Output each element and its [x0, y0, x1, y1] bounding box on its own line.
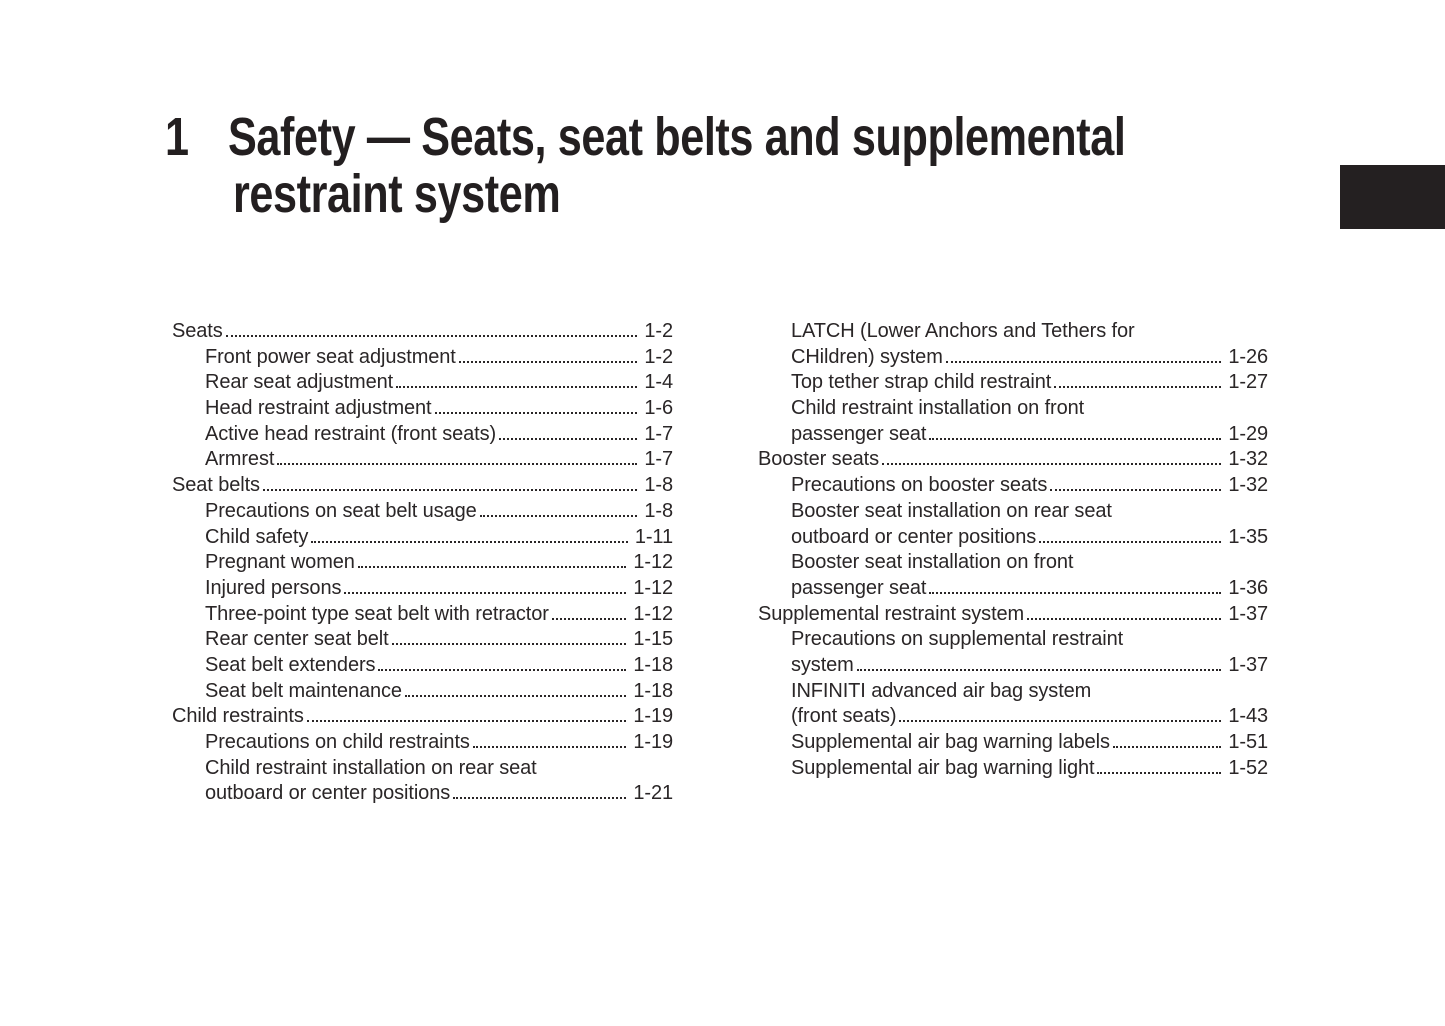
toc-dot-leader	[1097, 772, 1221, 774]
toc-entry	[172, 525, 673, 551]
toc-entry-page: 1-12	[633, 602, 673, 625]
toc-dot-leader	[929, 592, 1221, 594]
toc-entry-label: Child safety	[205, 525, 309, 548]
toc-entry-label: Front power seat adjustment	[205, 345, 456, 368]
toc-entry-label: passenger seat	[791, 422, 927, 445]
toc-entry	[758, 627, 1268, 653]
page-title-line-2: restraint system	[233, 164, 561, 224]
toc-entry-label: INFINITI advanced air bag system	[791, 679, 1092, 702]
toc-entry	[172, 319, 673, 345]
toc-dot-leader	[882, 463, 1221, 465]
toc-entry-label: Seat belt maintenance	[205, 679, 402, 702]
toc-dot-leader	[473, 746, 627, 748]
toc-entry-page: 1-27	[1228, 371, 1268, 394]
toc-entry	[172, 679, 673, 705]
toc-entry	[758, 319, 1268, 345]
toc-entry-page: 1-32	[1228, 474, 1268, 497]
toc-column-left	[172, 319, 673, 807]
toc-entry-label: Active head restraint (front seats)	[205, 422, 497, 445]
toc-entry	[172, 576, 673, 602]
toc-dot-leader	[453, 797, 626, 799]
toc-entry-page: 1-2	[644, 345, 673, 368]
toc-dot-leader	[1113, 746, 1221, 748]
toc-entry	[758, 679, 1268, 705]
toc-dot-leader	[405, 695, 626, 697]
toc-entry-label: system	[791, 653, 854, 676]
toc-dot-leader	[344, 592, 626, 594]
toc-entry-page: 1-19	[633, 731, 673, 753]
toc-entry	[758, 370, 1268, 396]
toc-entry-page: 1-18	[633, 653, 673, 676]
toc-dot-leader	[226, 335, 638, 337]
toc-dot-leader	[899, 720, 1221, 722]
toc-entry-label: Seat belts	[172, 474, 260, 497]
toc-entry	[172, 370, 673, 396]
toc-entry-page: 1-2	[644, 320, 673, 342]
toc-entry-page: 1-11	[634, 525, 673, 548]
toc-entry-page: 1-29	[1228, 422, 1268, 445]
toc-entry-label: passenger seat	[791, 576, 927, 599]
toc-dot-leader	[552, 618, 627, 620]
toc-entry-label: Seat belt extenders	[205, 653, 376, 676]
toc-dot-leader	[480, 515, 638, 517]
toc-dot-leader	[277, 463, 637, 465]
toc-entry	[172, 396, 673, 422]
toc-entry-label: Seats	[172, 320, 223, 342]
toc-entry-label: Head restraint adjustment	[205, 397, 432, 420]
toc-dot-leader	[857, 669, 1222, 671]
toc-entry-page: 1-35	[1228, 525, 1268, 548]
toc-entry-label: outboard or center positions	[205, 782, 451, 805]
toc-entry-page: 1-8	[644, 499, 673, 522]
toc-entry-label: Rear seat adjustment	[205, 371, 394, 394]
toc-entry-page: 1-36	[1228, 576, 1268, 599]
toc-entry	[758, 704, 1268, 730]
toc-entry-page: 1-32	[1228, 448, 1268, 471]
toc-entry-label: Supplemental air bag warning light	[791, 756, 1095, 779]
toc-dot-leader	[1027, 618, 1221, 620]
toc-dot-leader	[307, 720, 627, 722]
chapter-number: 1	[165, 107, 190, 167]
toc-entry	[758, 473, 1268, 499]
toc-entry	[758, 756, 1268, 782]
toc-entry	[758, 525, 1268, 551]
toc-dot-leader	[263, 489, 637, 491]
toc-dot-leader	[311, 541, 628, 543]
toc-dot-leader	[358, 566, 627, 568]
toc-entry-page: 1-6	[644, 397, 673, 420]
toc-entry-page: 1-12	[633, 551, 673, 574]
toc-dot-leader	[378, 669, 626, 671]
toc-entry-page: 1-52	[1228, 756, 1268, 779]
toc-entry	[758, 499, 1268, 525]
toc-entry-label: LATCH (Lower Anchors and Tethers for	[791, 320, 1135, 342]
toc-entry-label: Three-point type seat belt with retractor	[205, 602, 549, 625]
toc-entry-label: Child restraints	[172, 705, 304, 728]
toc-dot-leader	[459, 361, 638, 363]
toc-entry-page: 1-37	[1228, 653, 1268, 676]
toc-entry-label: Rear center seat belt	[205, 628, 389, 651]
toc-entry	[172, 602, 673, 628]
toc-entry-page: 1-21	[633, 782, 673, 805]
toc-entry-label: Precautions on seat belt usage	[205, 499, 477, 522]
toc-entry	[172, 704, 673, 730]
toc-entry-page: 1-43	[1228, 705, 1268, 728]
toc-entry	[758, 422, 1268, 448]
toc-entry-label: (front seats)	[791, 705, 897, 728]
toc-entry-label: Child restraint installation on front	[791, 397, 1085, 420]
toc-entry-label: Injured persons	[205, 576, 342, 599]
toc-entry-page: 1-19	[633, 705, 673, 728]
toc-entry-label: Precautions on child restraints	[205, 731, 470, 753]
toc-entry-label: Pregnant women	[205, 551, 355, 574]
toc-entry	[172, 730, 673, 756]
toc-entry-page: 1-15	[633, 628, 673, 651]
toc-entry	[172, 550, 673, 576]
toc-entry	[172, 422, 673, 448]
toc-entry-label: Supplemental restraint system	[758, 602, 1025, 625]
toc-entry-page: 1-7	[644, 422, 673, 445]
toc-entry	[172, 345, 673, 371]
toc-dot-leader	[396, 386, 637, 388]
toc-entry-page: 1-51	[1228, 731, 1268, 753]
toc-dot-leader	[946, 361, 1222, 363]
toc-entry-label: Precautions on booster seats	[791, 474, 1048, 497]
toc-entry	[172, 756, 673, 782]
toc-entry-label: Top tether strap child restraint	[791, 371, 1052, 394]
chapter-tab-marker	[1340, 165, 1445, 229]
toc-entry	[758, 730, 1268, 756]
toc-entry-label: Supplemental air bag warning labels	[791, 731, 1110, 753]
page-title-line-1: Safety — Seats, seat belts and supplemental	[228, 107, 1126, 167]
toc-dot-leader	[499, 438, 637, 440]
toc-entry	[172, 781, 673, 807]
toc-entry	[758, 576, 1268, 602]
toc-entry	[172, 447, 673, 473]
toc-entry	[172, 473, 673, 499]
toc-entry	[758, 345, 1268, 371]
toc-entry	[758, 550, 1268, 576]
toc-entry	[172, 627, 673, 653]
toc-entry-label: Child restraint installation on rear seat	[205, 756, 537, 779]
toc-entry-page: 1-26	[1228, 345, 1268, 368]
toc-dot-leader	[435, 412, 638, 414]
toc-dot-leader	[1054, 386, 1221, 388]
toc-entry-page: 1-7	[644, 448, 673, 471]
toc-entry	[758, 396, 1268, 422]
toc-entry-label: Booster seat installation on front	[791, 551, 1074, 574]
toc-dot-leader	[929, 438, 1221, 440]
toc-entry-label: Booster seats	[758, 448, 879, 471]
toc-entry	[758, 447, 1268, 473]
toc-entry-page: 1-8	[644, 474, 673, 497]
toc-entry-page: 1-12	[633, 576, 673, 599]
toc-dot-leader	[1050, 489, 1221, 491]
toc-column-right	[758, 319, 1268, 781]
toc-entry-label: Armrest	[205, 448, 275, 471]
toc-entry-label: CHildren) system	[791, 345, 943, 368]
toc-dot-leader	[392, 643, 627, 645]
toc-entry	[172, 499, 673, 525]
toc-entry-page: 1-4	[644, 371, 673, 394]
toc-entry	[758, 602, 1268, 628]
toc-entry-label: outboard or center positions	[791, 525, 1037, 548]
toc-entry	[172, 653, 673, 679]
toc-entry-page: 1-18	[633, 679, 673, 702]
toc-entry-label: Precautions on supplemental restraint	[791, 628, 1124, 651]
toc-dot-leader	[1039, 541, 1221, 543]
toc-entry	[758, 653, 1268, 679]
toc-entry-page: 1-37	[1228, 602, 1268, 625]
toc-entry-label: Booster seat installation on rear seat	[791, 499, 1112, 522]
